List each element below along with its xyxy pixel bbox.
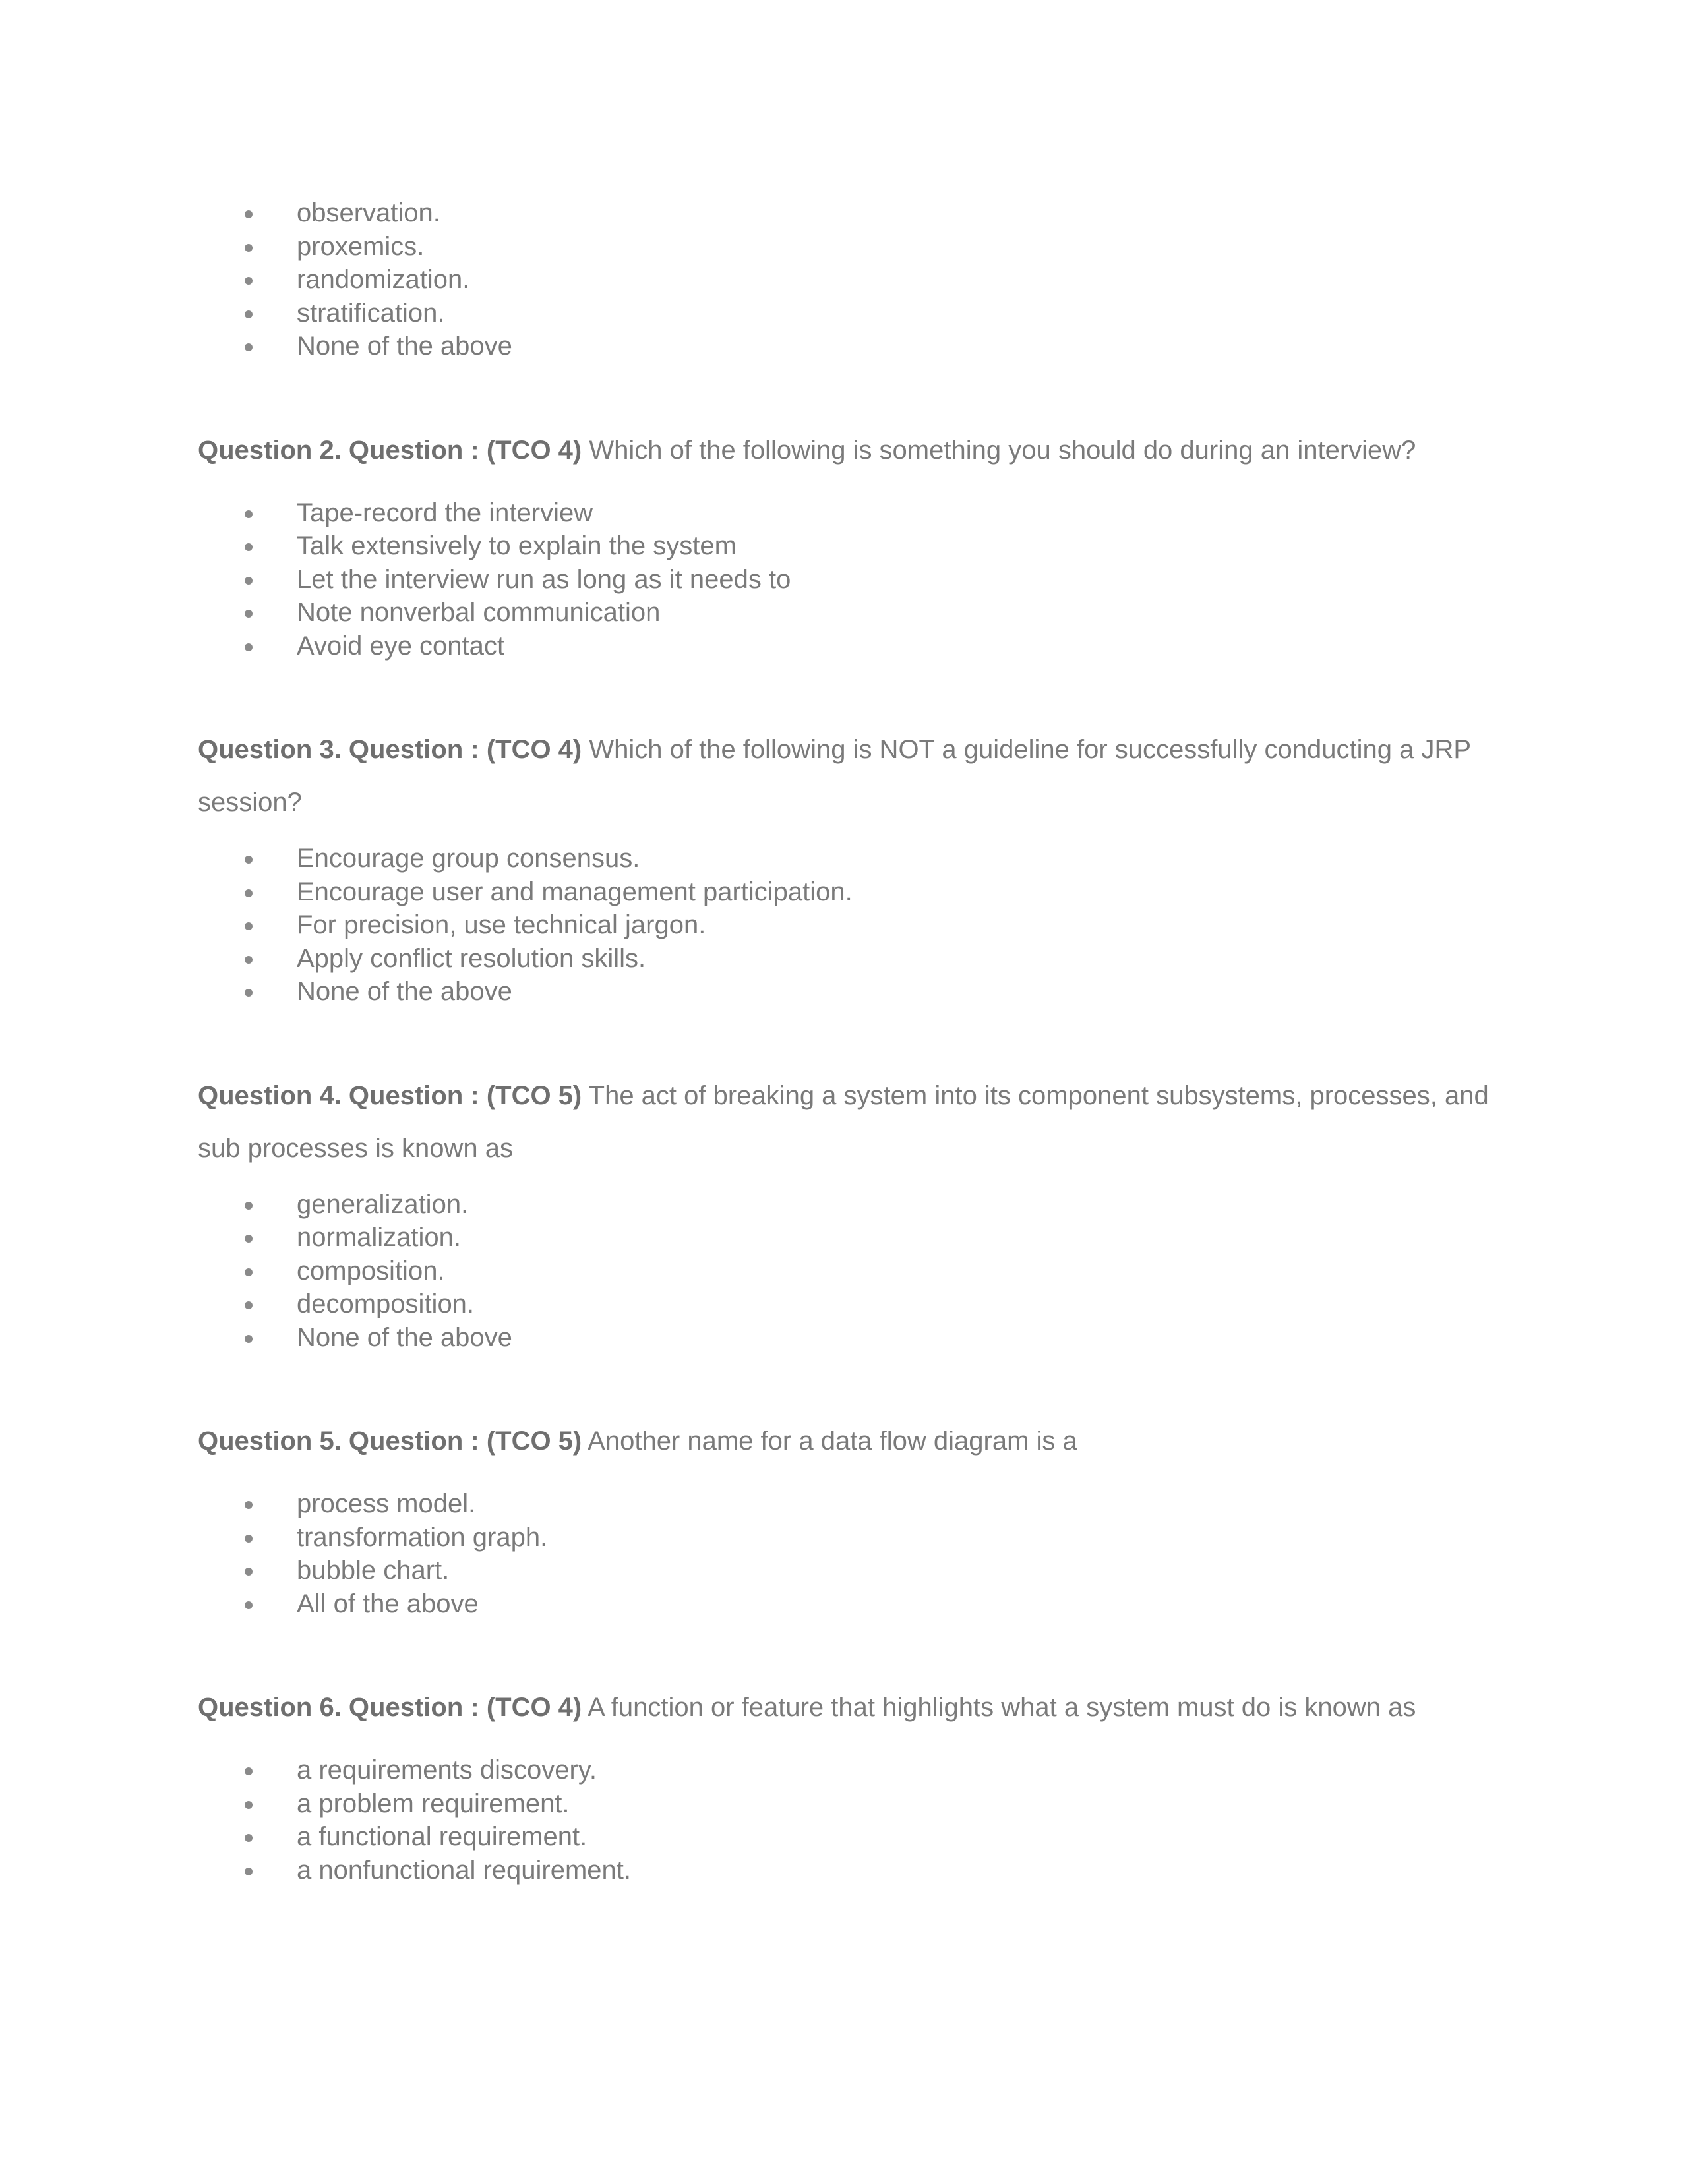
list-item: a functional requirement. — [198, 1820, 1517, 1854]
bullet-icon — [245, 577, 253, 585]
bullet-icon — [245, 1834, 253, 1842]
bullet-icon — [245, 1868, 253, 1875]
bullet-icon — [245, 277, 253, 285]
bullet-icon — [245, 1501, 253, 1509]
list-item: a nonfunctional requirement. — [198, 1854, 1517, 1887]
question-4-text — [198, 1069, 1517, 1175]
question-2-body: Which of the following is something you should do during an interview? — [582, 435, 1416, 465]
bullet-icon — [245, 1767, 253, 1775]
bullet-icon — [245, 343, 253, 351]
question-5-text — [198, 1415, 1517, 1467]
bullet-icon — [245, 856, 253, 864]
question-2-text — [198, 424, 1517, 477]
q6-options-list — [198, 1754, 1517, 1887]
bullet-icon — [245, 1335, 253, 1343]
question-5-lead: Question 5. Question : (TCO 5) — [198, 1427, 582, 1456]
list-item: composition. — [198, 1254, 1517, 1288]
list-item: decomposition. — [198, 1287, 1517, 1321]
question-4-lead: Question 4. Question : (TCO 5) — [198, 1080, 582, 1110]
bullet-icon — [245, 1202, 253, 1210]
list-item: generalization. — [198, 1188, 1517, 1222]
bullet-icon — [245, 1801, 253, 1809]
list-item: a requirements discovery. — [198, 1754, 1517, 1787]
bullet-icon — [245, 1601, 253, 1609]
q1-options-list — [198, 196, 1517, 363]
list-item: None of the above — [198, 975, 1517, 1009]
list-item: Tape-record the interview — [198, 496, 1517, 530]
bullet-icon — [245, 1568, 253, 1576]
question-4-body: The act of breaking a system into its component subsystems, processes, and sub processes is known as — [198, 1080, 1489, 1163]
list-item: None of the above — [198, 330, 1517, 363]
list-item: normalization. — [198, 1221, 1517, 1254]
list-item: None of the above — [198, 1321, 1517, 1355]
list-item: stratification. — [198, 297, 1517, 330]
bullet-icon — [245, 210, 253, 218]
question-3-text — [198, 723, 1517, 829]
list-item: For precision, use technical jargon. — [198, 908, 1517, 942]
q5-options-list — [198, 1487, 1517, 1620]
bullet-icon — [245, 1301, 253, 1309]
bullet-icon — [245, 1268, 253, 1276]
q4-options-list — [198, 1188, 1517, 1355]
list-item: Encourage group consensus. — [198, 842, 1517, 875]
bullet-icon — [245, 244, 253, 252]
question-2-lead: Question 2. Question : (TCO 4) — [198, 435, 582, 465]
question-6-text — [198, 1681, 1517, 1734]
bullet-icon — [245, 956, 253, 964]
list-item: Apply conflict resolution skills. — [198, 942, 1517, 976]
list-item: Let the interview run as long as it needs to — [198, 563, 1517, 597]
list-item: Avoid eye contact — [198, 630, 1517, 663]
bullet-icon — [245, 1235, 253, 1243]
bullet-icon — [245, 510, 253, 518]
list-item: observation. — [198, 196, 1517, 230]
bullet-icon — [245, 922, 253, 930]
q3-options-list — [198, 842, 1517, 1009]
list-item: Note nonverbal communication — [198, 596, 1517, 630]
bullet-icon — [245, 610, 253, 618]
bullet-icon — [245, 543, 253, 551]
question-5-body: Another name for a data flow diagram is a — [582, 1427, 1077, 1456]
list-item: Encourage user and management participation. — [198, 875, 1517, 909]
list-item: proxemics. — [198, 230, 1517, 264]
bullet-icon — [245, 643, 253, 651]
question-6-body: A function or feature that highlights what a system must do is known as — [582, 1693, 1416, 1722]
bullet-icon — [245, 989, 253, 997]
list-item: bubble chart. — [198, 1554, 1517, 1587]
list-item: process model. — [198, 1487, 1517, 1521]
document-page — [198, 196, 1517, 1887]
list-item: transformation graph. — [198, 1521, 1517, 1554]
question-6-lead: Question 6. Question : (TCO 4) — [198, 1693, 582, 1722]
question-3-body: Which of the following is NOT a guideline for successfully conducting a JRP session? — [198, 735, 1471, 817]
list-item: All of the above — [198, 1587, 1517, 1621]
list-item: Talk extensively to explain the system — [198, 529, 1517, 563]
bullet-icon — [245, 889, 253, 897]
bullet-icon — [245, 310, 253, 318]
list-item: randomization. — [198, 263, 1517, 297]
list-item: a problem requirement. — [198, 1787, 1517, 1821]
question-3-lead: Question 3. Question : (TCO 4) — [198, 735, 582, 764]
q2-options-list — [198, 496, 1517, 663]
bullet-icon — [245, 1535, 253, 1543]
